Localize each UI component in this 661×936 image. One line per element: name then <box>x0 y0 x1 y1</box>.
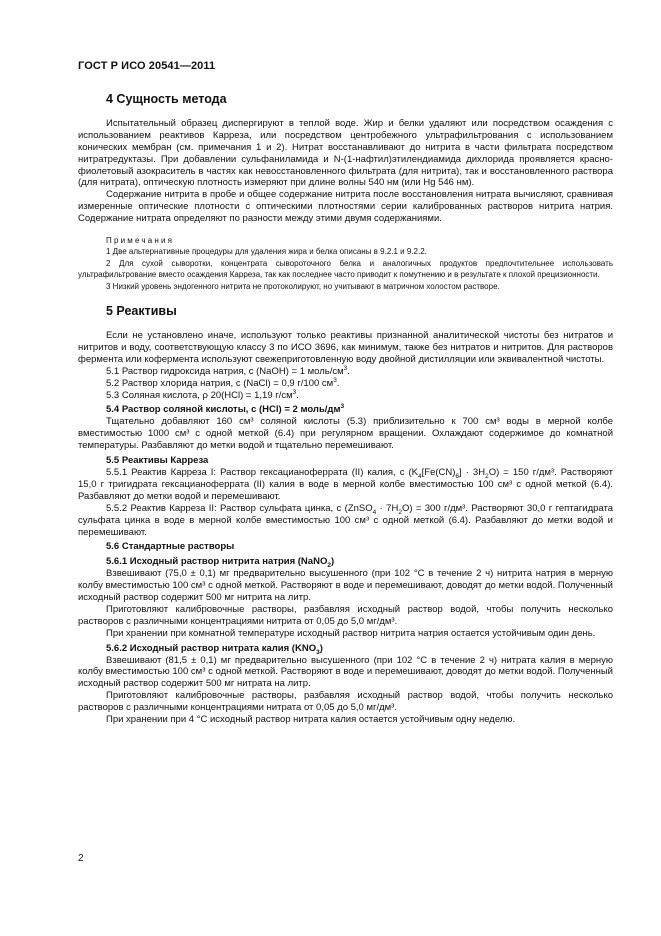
notes-block <box>78 235 613 292</box>
item-5-6-1-paragraph-3: При хранении при комнатной температуре исходный раствор нитрита натрия остается устойчивым один день. <box>106 627 596 639</box>
note-3: 3 Низкий уровень эндогенного нитрита не протоколируют, но учитывают в матричном холостом растворе. <box>106 281 500 291</box>
item-5-3: 5.3 Соляная кислота, ρ 20(HCl) = 1,19 $г/см^3$. <box>106 388 299 401</box>
item-5-6-1-title: 5.6.1 Исходный раствор нитрита натрия (NaNO$_2$) <box>106 556 335 570</box>
item-5-6-2-paragraph-3: При хранении при 4 °C исходный раствор нитрата калия остается устойчивым одну неделю. <box>106 714 516 726</box>
item-5-6-2-paragraph-2: Приготовляют калибровочные растворы, разбавляя исходный раствор водой, чтобы получить несколько растворов с различными концентрациями нитрата от 0,05 до 5,0 мг/дм³. <box>78 690 613 714</box>
document-header: ГОСТ Р ИСО 20541—2011 <box>78 60 216 72</box>
item-5-6-2-title: 5.6.2 Исходный раствор нитрата калия $(KNO_3)$ <box>106 642 323 656</box>
section-4-paragraph-1: Испытательный образец диспергируют в теплой воде. Жир и белки удаляют или посредством осаждения с использованием реактивов Карреза, или посредством центробежного ультрафильтрования с использованием конических мембран (см. примечания 1 и 2). Нитрат восстанавливают до нитрита в части фильтрата посредством нитратредуктазы. При добавлении сульфаниламида и N-(1-нафтил)этилендиамида дихлорида проявляется красно-фиолетовый азокраситель в частях как невосстановленного фильтрата (для нитрита), так и восстановленного раствора (для нитрата), оптическую плотность измеряют при длине волны 540 нм (или Hg 546 нм). <box>78 117 613 189</box>
item-5-1: 5.1 Раствор гидроксида натрия, c (NaOH) = 1 моль/$см^3$. <box>106 364 350 377</box>
item-5-6-title: 5.6 Стандартные растворы <box>106 541 235 553</box>
section-5-intro: Если не установлено иначе, используют только реактивы признанной аналитической чистоты без нитратов и нитритов и воду, соответствующую классу 3 по ИСО 3696, как минимум, также без нитратов и нитритов. Для растворов фермента или кофермента используют свежеприготовленную воду двойной дистилляции или эквивалентной чистоты. <box>78 330 613 365</box>
item-5-5-1: 5.5.1 Реактив Карреза I: Раствор гексацианоферрата (II) калия, c $(K_4[Fe(CN)_6] \cdot 3H_2O) = 150$ г/дм³. Растворяют 15,0 г тригидрата гексацианоферрата (II) калия в воде в мерной колбе вместимостью 100 см³ с одной меткой (6.4). Разбавляют до метки водой и перемешивают. <box>78 466 613 502</box>
page-number: 2 <box>78 853 84 864</box>
note-1: 1 Две альтернативные процедуры для удаления жира и белка описаны в 9.2.1 и 9.2.2. <box>106 247 427 257</box>
item-5-4-title: 5.4 Раствор соляной кислоты, c (HCl) = 2 моль/$дм^3$ <box>106 403 345 416</box>
item-5-5-title: 5.5 Реактивы Карреза <box>106 455 209 467</box>
item-5-6-1-paragraph-1: Взвешивают (75,0 ± 0,1) мг предварительно высушенного (при 102 °C в течение 2 ч) нитрита натрия в мерную колбу вместимостью 100 см³ с одной меткой. Растворяют в воде и перемешивают, доводят до метки водой. Полученный исходный раствор содержит 500 мг нитрита на литр. <box>78 568 613 604</box>
item-5-6-1-paragraph-2: Приготовляют калибровочные растворы, разбавляя исходный раствор водой, чтобы получить несколько растворов с различными концентрациями нитрита от 0,05 до 5,0 мг/дм³. <box>78 603 613 627</box>
note-2: 2 Для сухой сыворотки, концентрата сывороточного белка и аналогичных продуктов предпочтительнее использовать ультрафильтрование вместо осаждения Карреза, так как последнее часто приводит к помутнению и в результате к плохой прецизионности. <box>78 258 613 280</box>
section-5-heading: 5 Реактивы <box>106 304 177 319</box>
item-5-6-2-paragraph-1: Взвешивают (81,5 ± 0,1) мг предварительно высушенного (при 102 °C в течение 2 ч) нитрата калия в мерную колбу вместимостью 100 см³ с одной меткой. Растворяют в воде и перемешивают, доводят до метки водой. Полученный исходный раствор содержит 500 мг нитрата на литр. <box>78 654 613 690</box>
notes-title: Примечания <box>106 236 175 246</box>
section-4-heading: 4 Сущность метода <box>106 92 227 106</box>
item-5-2: 5.2 Раствор хлорида натрия, c (NaCl) = 0,9 г/100 $см^3$. <box>106 376 340 389</box>
section-4-paragraph-2: Содержание нитрита в пробе и общее содержание нитрита после восстановления нитрата вычисляют, сравнивая измеренные оптические плотности с оптическими плотностями серии калиброванных растворов нитрита натрия. Содержание нитрата определяют по разности между этими двумя содержаниями. <box>78 189 613 225</box>
item-5-5-2: 5.5.2 Реактив Карреза II: Раствор сульфата цинка, c (ZnSO$_4$ · $7H_2O) = 300$ г/дм³. Растворяют 30,0 г гептагидрата сульфата цинка в воде в мерной колбе вместимостью 100 см³ с одной меткой (6.4). Разбавляют до метки водой и перемешивают. <box>78 502 614 538</box>
item-5-4-text: Тщательно добавляют 160 см³ соляной кислоты (5.3) приблизительно к 700 см³ воды в мерной колбе вместимостью 1000 см³ с одной меткой (6.4) при регулярном вращении. Охлаждают содержимое до комнатной температуры. Разбавляют до метки водой и тщательно перемешивают. <box>78 416 613 452</box>
page-content <box>78 94 613 726</box>
